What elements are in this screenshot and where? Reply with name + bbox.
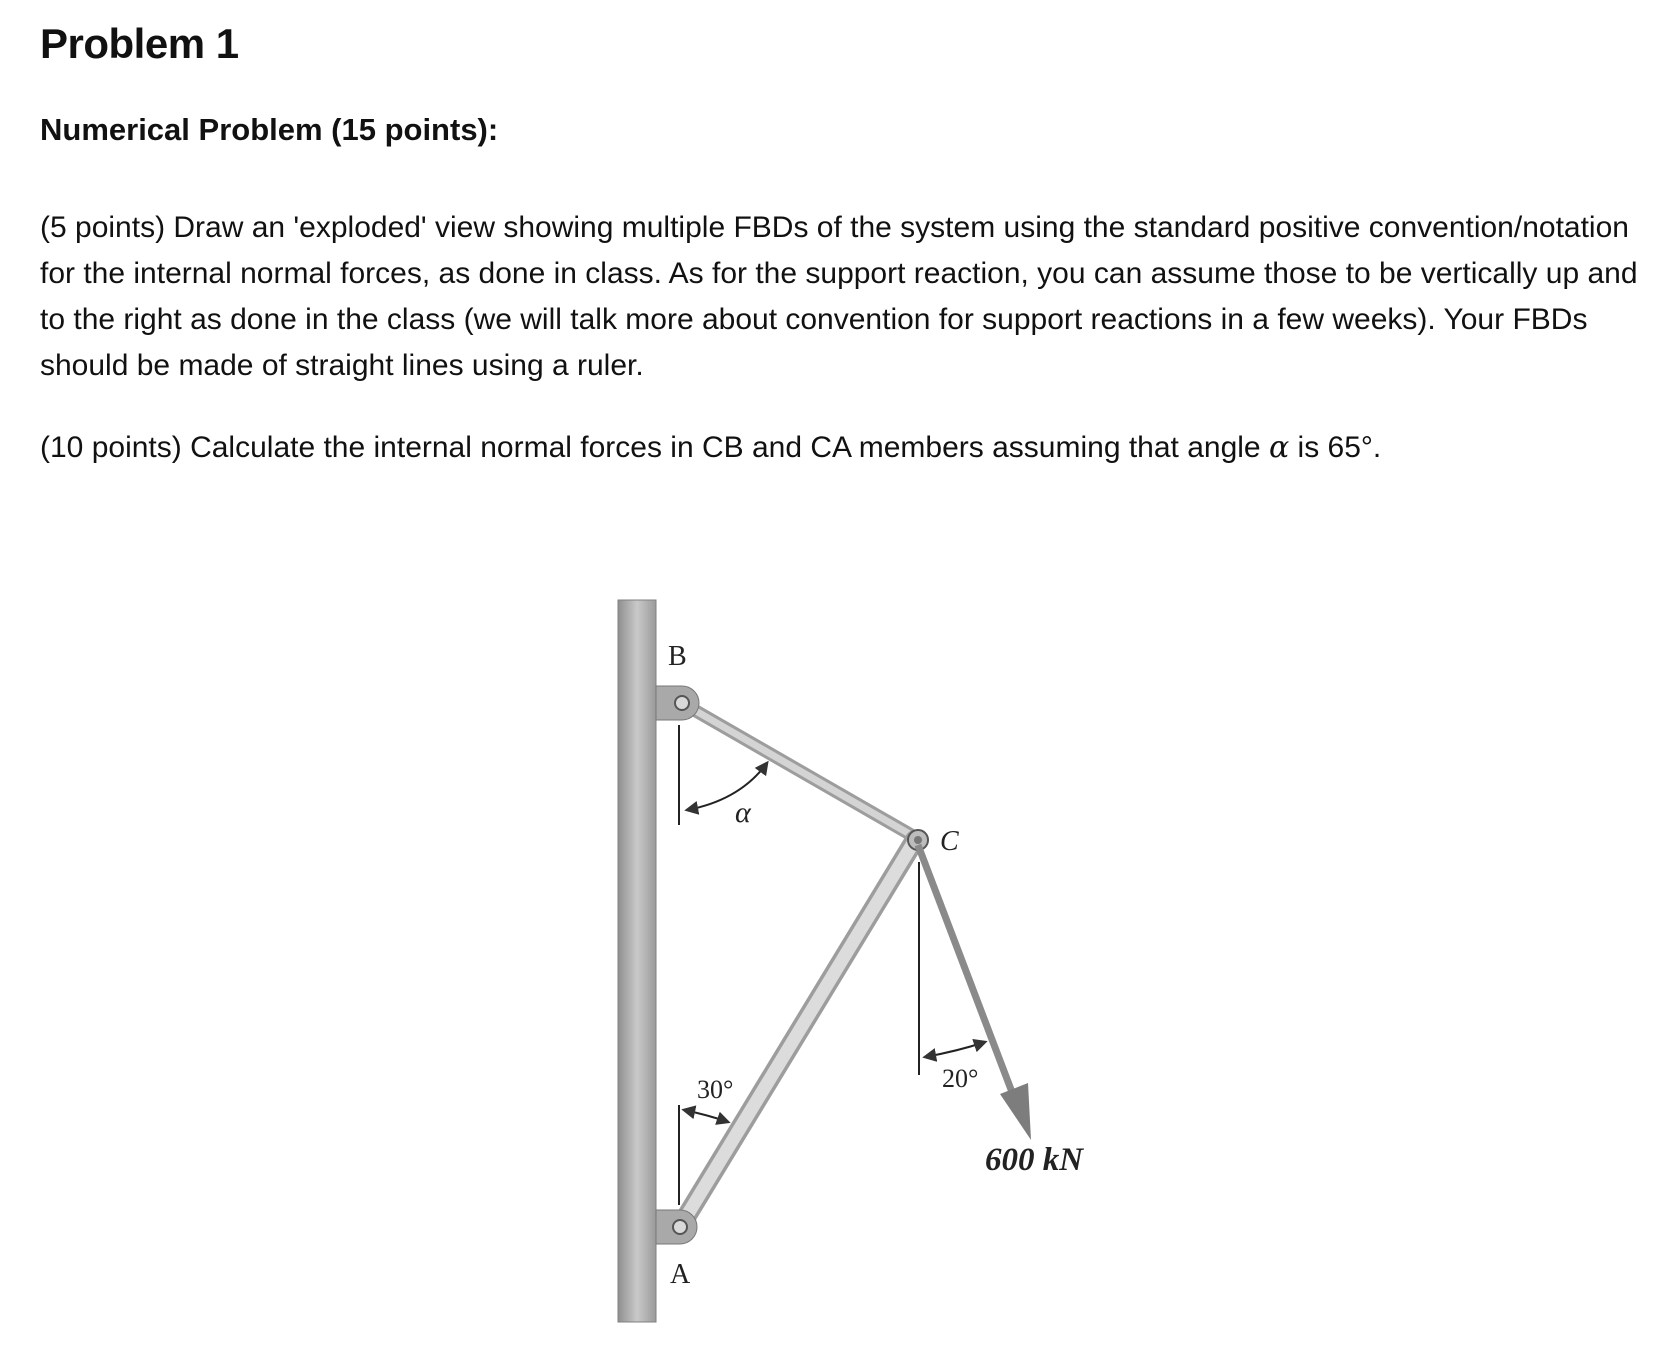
label-a: A bbox=[670, 1259, 691, 1290]
pin-b bbox=[675, 696, 689, 710]
alpha-arc bbox=[687, 763, 767, 810]
label-load: 600 kN bbox=[985, 1142, 1084, 1178]
angle-20-arc bbox=[925, 1042, 985, 1057]
load-arrow-head bbox=[1000, 1083, 1031, 1140]
alpha-symbol: α bbox=[1268, 430, 1290, 465]
pin-a bbox=[673, 1220, 687, 1234]
page-title: Problem 1 bbox=[40, 20, 239, 67]
part-two-prefix: (10 points) Calculate the internal normal forces in CB and CA members assuming that angle bbox=[40, 431, 1269, 464]
load-arrow-shaft bbox=[918, 845, 1015, 1100]
angle-30-arc bbox=[684, 1110, 728, 1122]
problem-subtitle: Numerical Problem (15 points): bbox=[40, 112, 499, 147]
label-c: C bbox=[940, 826, 959, 857]
wall bbox=[618, 600, 656, 1322]
part-two-suffix: is 65°. bbox=[1289, 431, 1382, 464]
label-angle-20: 20° bbox=[942, 1064, 979, 1093]
label-b: B bbox=[668, 641, 687, 672]
label-angle-30: 30° bbox=[697, 1075, 734, 1104]
part-one-instructions: (5 points) Draw an 'exploded' view showing multiple FBDs of the system using the standard positive convention/notation for the internal normal forces, as done in class. As for the support reaction, you can assume those to be vertically up and to the right as done in the class (we will talk more about convention for support reactions in a few weeks). Your FBDs should be made of straight lines using a ruler. bbox=[40, 211, 1638, 382]
label-alpha: α bbox=[735, 796, 751, 829]
